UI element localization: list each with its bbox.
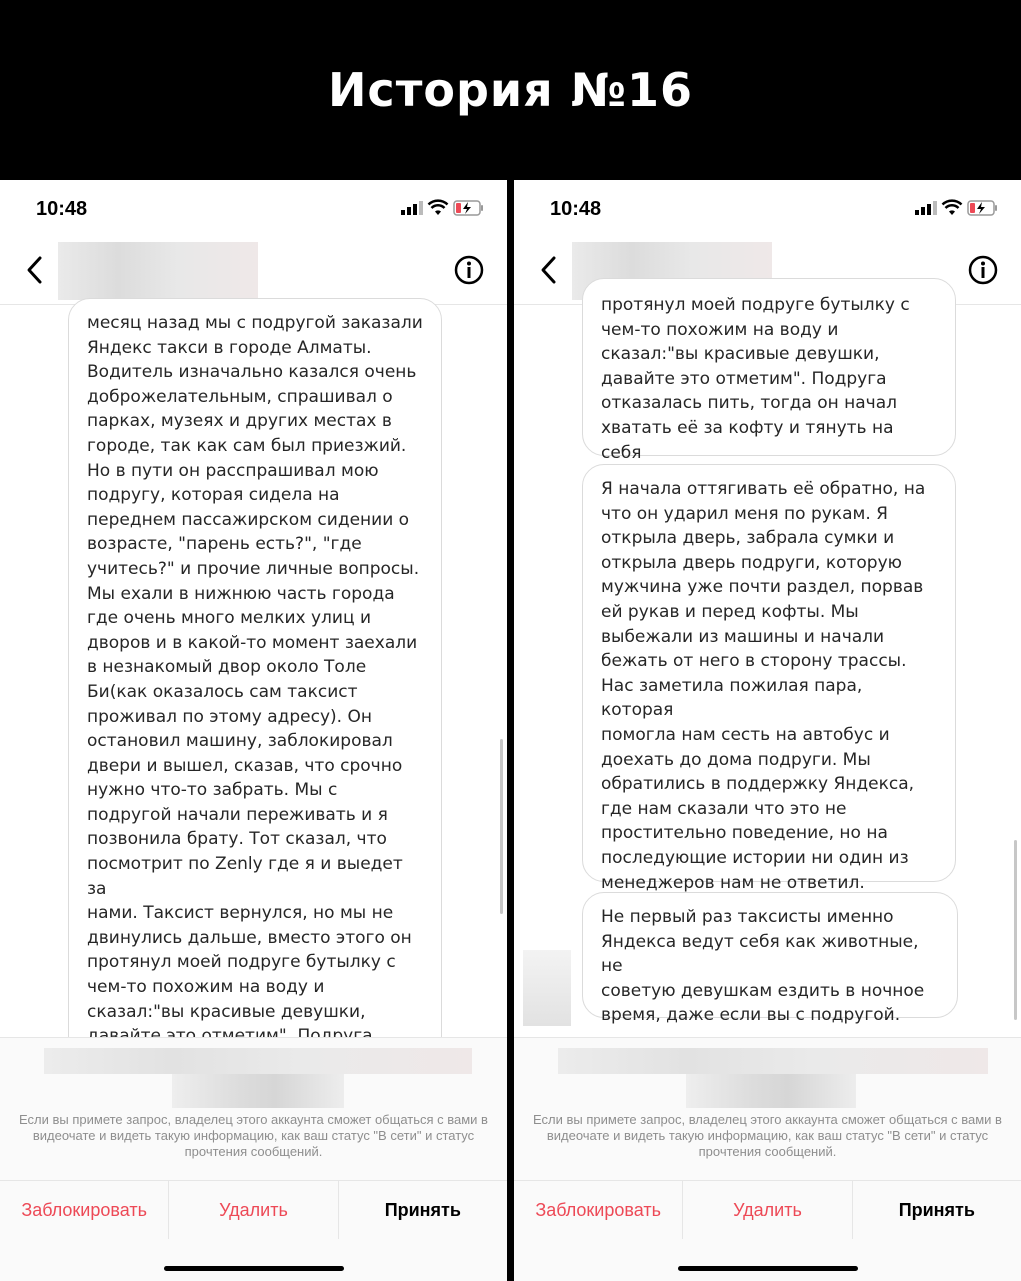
delete-button[interactable]: Удалить — [682, 1181, 851, 1239]
blurred-sender-handle — [172, 1074, 344, 1108]
battery-charging-icon — [453, 200, 485, 216]
accept-button[interactable]: Принять — [852, 1181, 1021, 1239]
chat-header — [0, 238, 507, 305]
message-bubble: Я начала оттягивать её обратно, на что он ударил меня по рукам. Я открыла дверь, забрала сумки и открыла дверь подруги, которую мужчина уже почти раздел, порвав ей рукав и перед кофты. Мы выбежали из машины и начали бежать от него в сторону трассы. Нас заметила пожилая пара, которая помогла нам сесть на автобус и доехать до дома подруги. Мы обратились в поддержку Яндекса, где нам сказали что это не простительно поведение, но на последующие истории ни один из менеджеров нам не ответил. — [582, 464, 956, 882]
accept-button[interactable]: Принять — [338, 1181, 507, 1239]
message-bubble: Не первый раз таксисты именно Яндекса ведут себя как животные, не советую девушкам ездить в ночное время, даже если вы с подругой. — [582, 892, 958, 1018]
status-time: 10:48 — [36, 198, 88, 220]
request-actions — [0, 1180, 507, 1239]
status-time: 10:48 — [550, 198, 602, 220]
info-icon[interactable] — [453, 254, 485, 286]
request-actions — [514, 1180, 1021, 1239]
cellular-signal-icon — [915, 201, 937, 215]
home-indicator[interactable] — [164, 1266, 344, 1271]
blurred-sender-name — [44, 1048, 472, 1074]
message-thread[interactable] — [514, 295, 1021, 1037]
message-bubble: протянул моей подруге бутылку с чем-то похожим на воду и сказал:"вы красивые девушки, давайте это отметим". Подруга отказалась пить, тогда он начал хватать её за кофту и тянуть на себя — [582, 278, 956, 456]
back-arrow-icon[interactable] — [536, 252, 562, 288]
scrollbar[interactable] — [1014, 840, 1017, 1020]
right-screenshot — [514, 180, 1021, 1280]
blurred-username[interactable] — [58, 242, 258, 300]
block-button[interactable]: Заблокировать — [535, 1199, 661, 1220]
status-icons — [915, 200, 999, 216]
request-panel — [514, 1037, 1021, 1281]
cellular-signal-icon — [401, 201, 423, 215]
status-bar — [0, 180, 507, 238]
wifi-icon — [428, 201, 448, 216]
info-icon[interactable] — [967, 254, 999, 286]
title-banner — [0, 0, 1021, 180]
page-title: История №16 — [327, 63, 694, 117]
home-indicator[interactable] — [678, 1266, 858, 1271]
sender-avatar-blurred[interactable] — [523, 950, 571, 1026]
request-notice: Если вы примете запрос, владелец этого аккаунта сможет общаться с вами в видеочате и видеть такую информацию, как ваш статус "В сети" и статус прочтения сообщений. — [19, 1112, 488, 1159]
left-screenshot — [0, 180, 507, 1280]
delete-button[interactable]: Удалить — [168, 1181, 337, 1239]
scrollbar[interactable] — [500, 739, 503, 914]
request-panel — [0, 1037, 507, 1281]
message-bubble: месяц назад мы с подругой заказали Яндекс такси в городе Алматы. Водитель изначально казался очень доброжелательным, спрашивал о парках, музеях и других местах в городе, так как сам был приезжий. Но в пути он расспрашивал мою подругу, которая сидела на переднем пассажирском сидении о возрасте, "парень есть?", "где учитесь?" и прочие личные вопросы. Мы ехали в нижнюю часть города где очень много мелких улиц и дворов и в какой-то момент заехали в незнакомый двор около Толе Би(как оказалось сам таксист проживал по этому адресу). Он остановил машину, заблокировал двери и вышел, сказав, что срочно нужно что-то забрать. Мы с подругой начали переживать и я позвонила брату. Тот сказал, что посмотрит по Zenly где я и выедет за нами. Таксист вернулся, но мы не двинулись дальше, вместо этого он протянул моей подруге бутылку с чем-то похожим на воду и сказал:"вы красивые девушки, — [68, 298, 442, 1058]
wifi-icon — [942, 201, 962, 216]
blurred-sender-name — [558, 1048, 988, 1074]
request-notice: Если вы примете запрос, владелец этого аккаунта сможет общаться с вами в видеочате и видеть такую информацию, как ваш статус "В сети" и статус прочтения сообщений. — [533, 1112, 1002, 1159]
status-bar — [514, 180, 1021, 238]
battery-charging-icon — [967, 200, 999, 216]
message-thread[interactable] — [0, 304, 507, 1037]
back-arrow-icon[interactable] — [22, 252, 48, 288]
block-button[interactable]: Заблокировать — [21, 1199, 147, 1220]
status-icons — [401, 200, 485, 216]
blurred-sender-handle — [686, 1074, 856, 1108]
